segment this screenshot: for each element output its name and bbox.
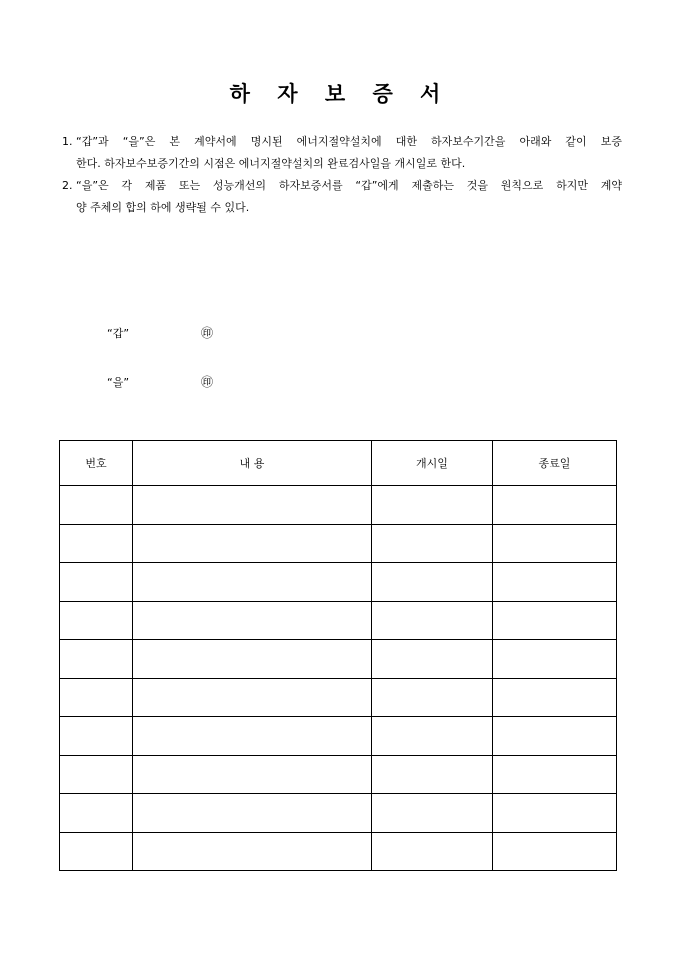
table-cell xyxy=(493,678,617,717)
warranty-period-table xyxy=(59,440,617,871)
clause-1 xyxy=(62,131,622,175)
clause-text xyxy=(76,131,622,175)
table-cell xyxy=(493,524,617,563)
table-row xyxy=(60,832,617,871)
table-cell xyxy=(60,563,133,602)
party-eul-label: “을” xyxy=(107,375,130,389)
party-eul xyxy=(107,373,213,390)
table-cell xyxy=(493,486,617,525)
party-gap xyxy=(107,324,213,341)
clause-number: 2. xyxy=(62,179,73,192)
table-cell xyxy=(372,524,493,563)
column-header-content: 내 용 xyxy=(133,441,372,486)
seal-mark-icon: ㊞ xyxy=(201,326,214,340)
table-cell xyxy=(60,755,133,794)
column-header-number: 번호 xyxy=(60,441,133,486)
table-row xyxy=(60,524,617,563)
table-cell xyxy=(133,640,372,679)
clause-list xyxy=(62,131,622,219)
table-cell xyxy=(60,678,133,717)
clause-line: 한다. 하자보수보증기간의 시점은 에너지절약설치의 완료검사일을 개시일로 한다. xyxy=(76,157,466,170)
table-cell xyxy=(372,755,493,794)
column-header-end-date: 종료일 xyxy=(493,441,617,486)
table-cell xyxy=(60,486,133,525)
table-cell xyxy=(133,717,372,756)
table-cell xyxy=(372,794,493,833)
clause-line: “갑”과 “을”은 본 계약서에 명시된 에너지절약설치에 대한 하자보수기간을 아래와 같이 보증 xyxy=(76,135,622,148)
table-cell xyxy=(372,678,493,717)
table-header-row xyxy=(60,441,617,486)
table-row xyxy=(60,601,617,640)
table-cell xyxy=(493,832,617,871)
table-cell xyxy=(60,832,133,871)
table-row xyxy=(60,755,617,794)
table-cell xyxy=(60,640,133,679)
table-cell xyxy=(133,794,372,833)
table-cell xyxy=(60,524,133,563)
clause-line: 양 주체의 합의 하에 생략될 수 있다. xyxy=(76,201,250,214)
table-cell xyxy=(133,678,372,717)
clause-text xyxy=(76,175,622,219)
document-title: 하 자 보 증 서 xyxy=(229,81,451,106)
table-cell xyxy=(372,832,493,871)
clause-number: 1. xyxy=(62,135,73,148)
table-cell xyxy=(493,640,617,679)
table-cell xyxy=(372,563,493,602)
clause-line: “을”은 각 제품 또는 성능개선의 하자보증서를 “갑”에게 제출하는 것을 원칙으로 하지만 계약 xyxy=(76,179,622,192)
table-cell xyxy=(60,717,133,756)
table-cell xyxy=(133,755,372,794)
table-row xyxy=(60,640,617,679)
table-cell xyxy=(372,486,493,525)
table-cell xyxy=(133,601,372,640)
table-row xyxy=(60,794,617,833)
table-cell xyxy=(493,601,617,640)
table-cell xyxy=(133,486,372,525)
table-cell xyxy=(493,794,617,833)
table-cell xyxy=(372,601,493,640)
table-cell xyxy=(133,563,372,602)
party-gap-label: “갑” xyxy=(107,326,130,340)
table-row xyxy=(60,717,617,756)
seal-mark-icon: ㊞ xyxy=(201,375,214,389)
clause-2 xyxy=(62,175,622,219)
column-header-start-date: 개시일 xyxy=(372,441,493,486)
table-cell xyxy=(60,794,133,833)
table-row xyxy=(60,486,617,525)
table-cell xyxy=(493,563,617,602)
table-cell xyxy=(60,601,133,640)
table-cell xyxy=(493,755,617,794)
table-cell xyxy=(372,717,493,756)
table-cell xyxy=(133,524,372,563)
table-row xyxy=(60,678,617,717)
table-row xyxy=(60,563,617,602)
table-cell xyxy=(372,640,493,679)
table-cell xyxy=(493,717,617,756)
table-cell xyxy=(133,832,372,871)
